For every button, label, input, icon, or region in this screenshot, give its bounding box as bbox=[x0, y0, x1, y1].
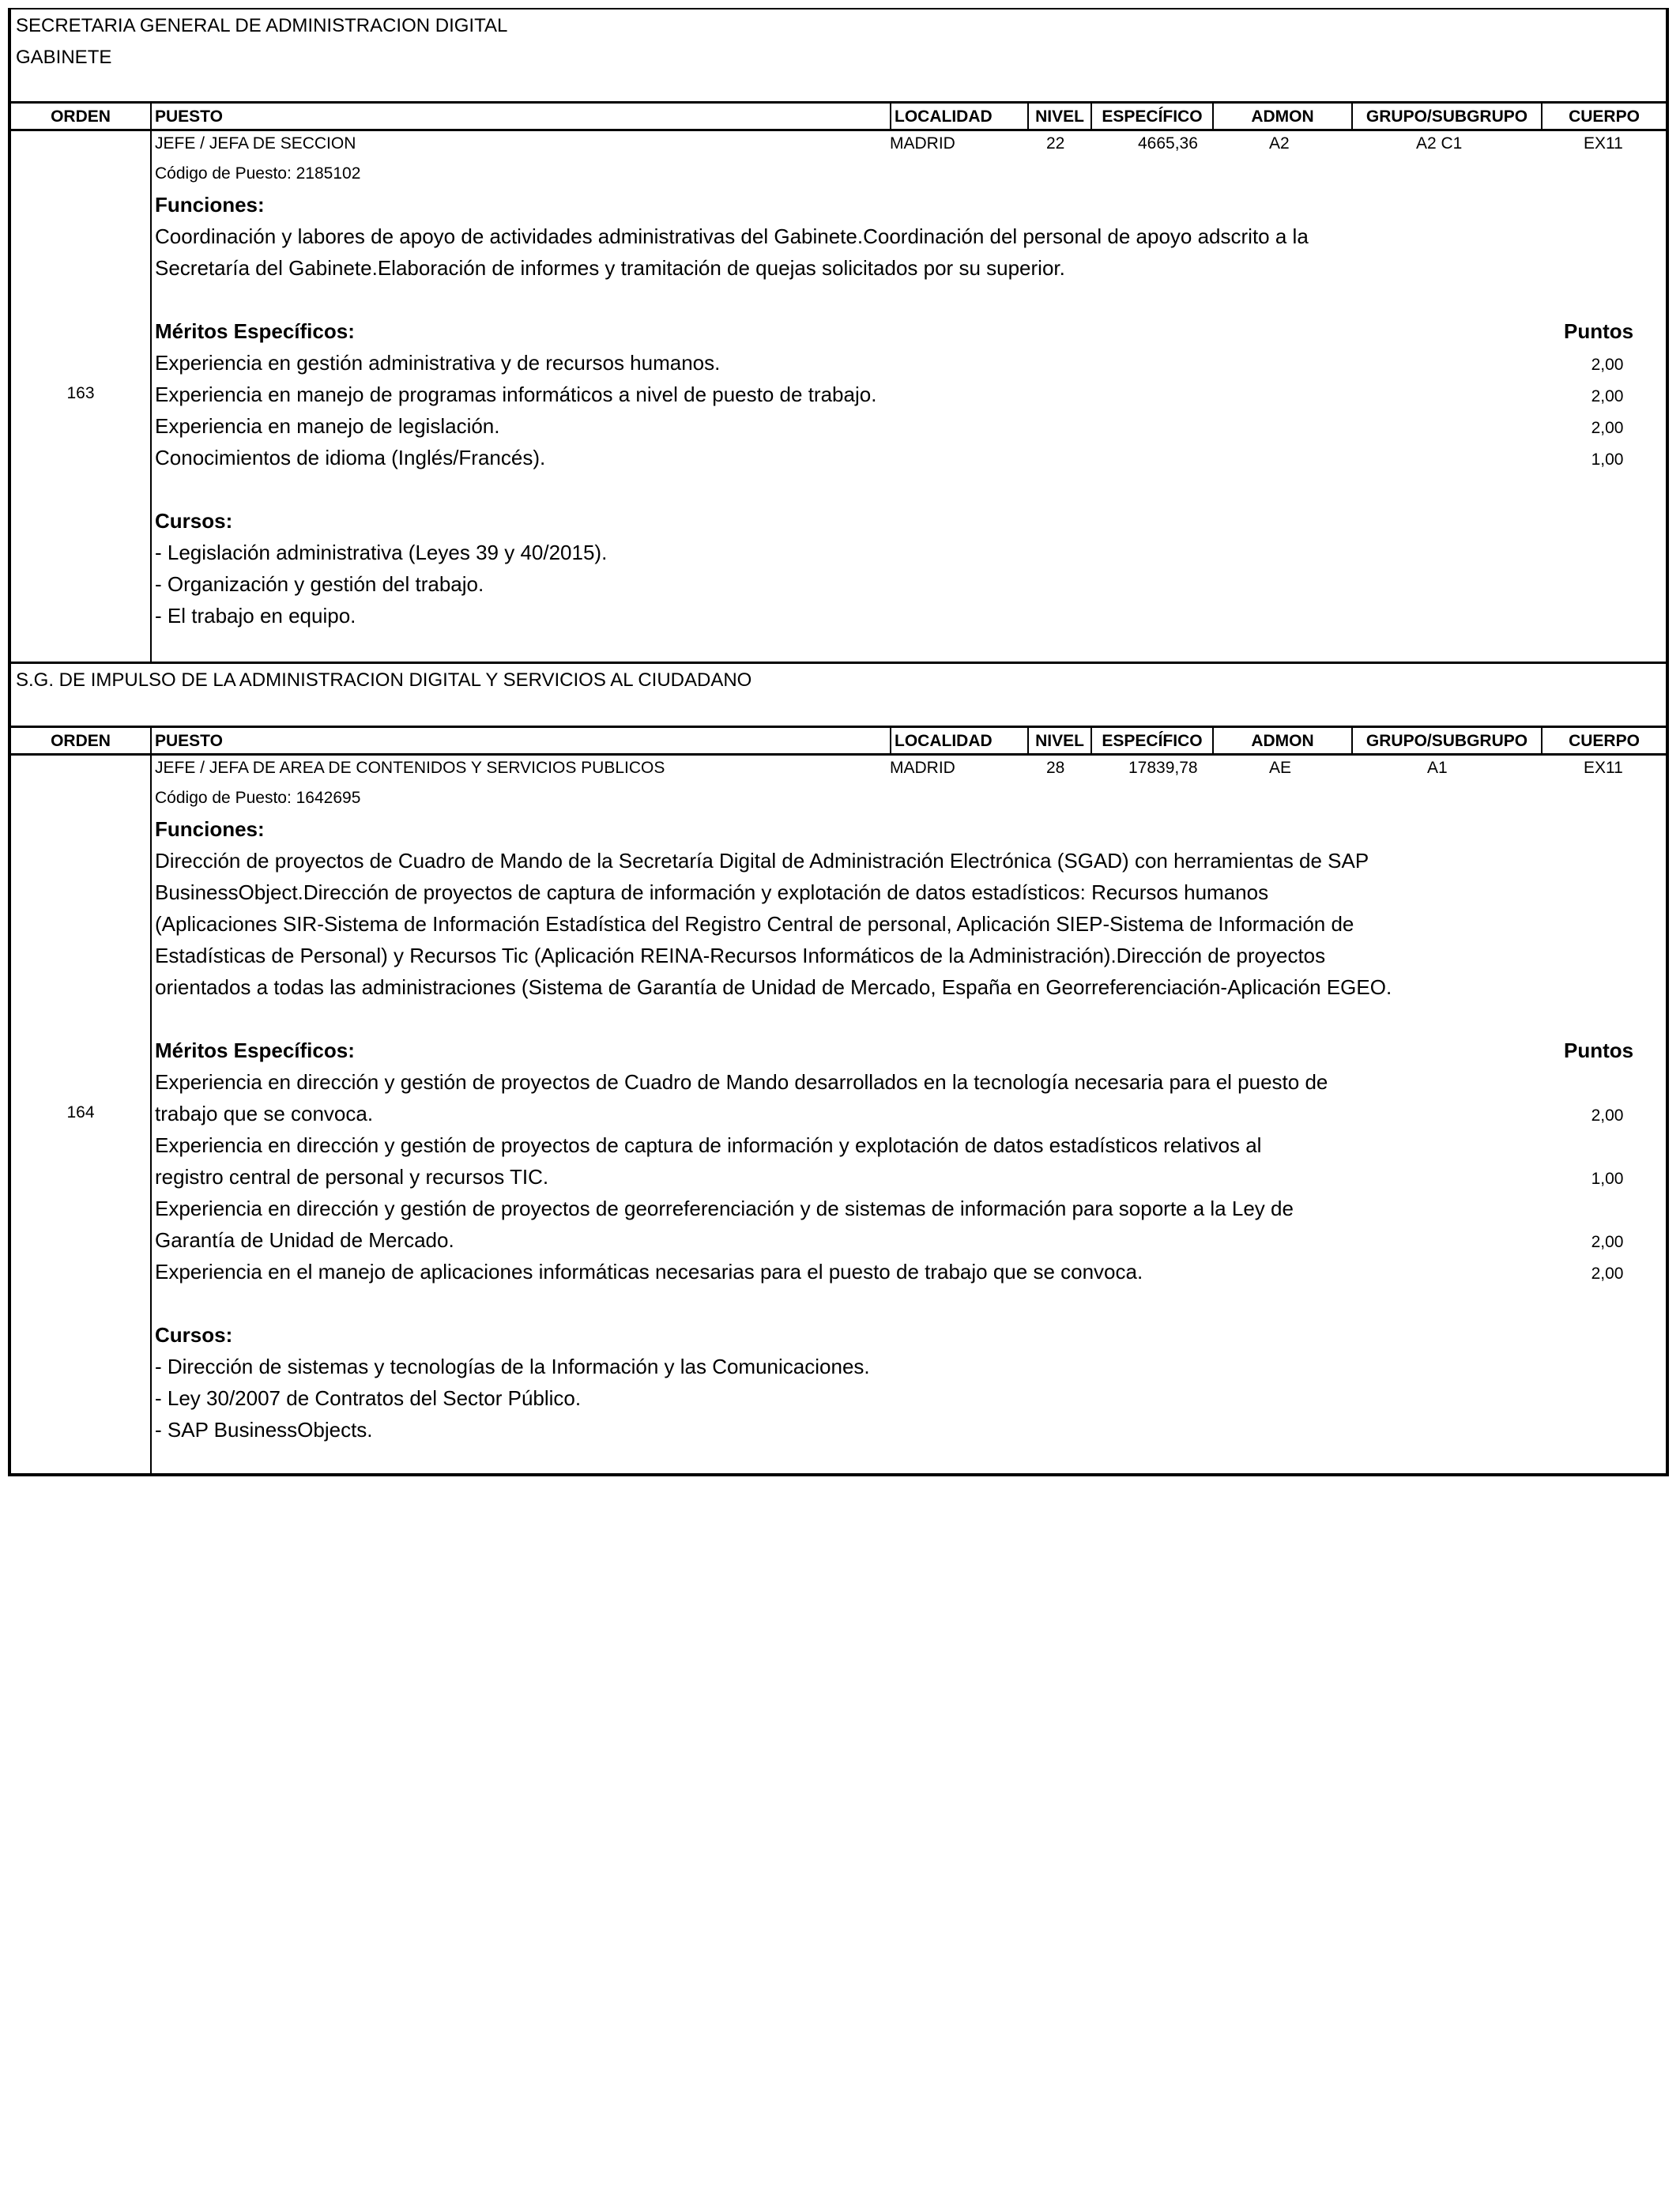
curso-line: - SAP BusinessObjects. bbox=[155, 1418, 373, 1442]
col-grupo: GRUPO/SUBGRUPO bbox=[1351, 728, 1541, 753]
col-orden: ORDEN bbox=[51, 107, 111, 126]
admon-value: AE bbox=[1269, 759, 1292, 777]
column-header-row bbox=[11, 101, 1666, 131]
section-title-line: S.G. DE IMPULSO DE LA ADMINISTRACION DIGITAL Y SERVICIOS AL CIUDADANO bbox=[16, 669, 752, 691]
col-puesto: PUESTO bbox=[150, 728, 890, 753]
nivel-value: 22 bbox=[1046, 134, 1065, 153]
grupo-value: A1 bbox=[1427, 759, 1448, 777]
merito-line: Experiencia en manejo de legislación. bbox=[155, 414, 500, 438]
merito-line: Experiencia en manejo de programas informáticos a nivel de puesto de trabajo. bbox=[155, 383, 877, 406]
col-grupo: GRUPO/SUBGRUPO bbox=[1351, 104, 1541, 129]
merito-line: trabajo que se convoca. bbox=[155, 1102, 374, 1125]
post-body bbox=[11, 756, 1666, 1473]
puntos-heading: Puntos bbox=[1564, 1039, 1634, 1062]
nivel-value: 28 bbox=[1046, 759, 1065, 777]
col-cuerpo: CUERPO bbox=[1541, 104, 1666, 129]
funciones-heading: Funciones: bbox=[155, 193, 265, 217]
localidad-value: MADRID bbox=[890, 759, 955, 777]
especifico-value: 17839,78 bbox=[1128, 759, 1198, 777]
col-localidad: LOCALIDAD bbox=[890, 728, 1027, 753]
orden-column bbox=[11, 131, 152, 662]
merito-line: Experiencia en dirección y gestión de proyectos de captura de información y explotación de datos estadísticos relativos al bbox=[155, 1133, 1262, 1157]
cuerpo-value: EX11 bbox=[1584, 134, 1623, 153]
orden-number: 163 bbox=[66, 384, 95, 402]
cursos-heading: Cursos: bbox=[155, 509, 233, 533]
col-cuerpo: CUERPO bbox=[1541, 728, 1666, 753]
section-impulso bbox=[8, 662, 1669, 1476]
funciones-heading: Funciones: bbox=[155, 817, 265, 841]
curso-line: - Organización y gestión del trabajo. bbox=[155, 572, 484, 596]
funciones-line: orientados a todas las administraciones (Sistema de Garantía de Unidad de Mercado, España en Georreferenciación-Aplicación EGEO. bbox=[155, 975, 1392, 999]
merito-line: Experiencia en gestión administrativa y de recursos humanos. bbox=[155, 351, 721, 375]
post-body bbox=[11, 131, 1666, 662]
merito-puntos: 2,00 bbox=[1591, 356, 1624, 374]
codigo-puesto: Código de Puesto: 2185102 bbox=[155, 164, 361, 183]
col-localidad: LOCALIDAD bbox=[890, 104, 1027, 129]
funciones-line: BusinessObject.Dirección de proyectos de captura de información y explotación de datos estadísticos: Recursos humanos bbox=[155, 880, 1269, 904]
merito-puntos: 1,00 bbox=[1591, 450, 1624, 469]
col-especifico: ESPECÍFICO bbox=[1090, 728, 1212, 753]
merito-line: Experiencia en el manejo de aplicaciones informáticas necesarias para el puesto de trabajo que se convoca. bbox=[155, 1260, 1143, 1284]
column-header-row bbox=[11, 726, 1666, 756]
orden-number: 164 bbox=[66, 1103, 95, 1122]
orden-column bbox=[11, 756, 152, 1473]
curso-line: - Legislación administrativa (Leyes 39 y 40/2015). bbox=[155, 541, 608, 564]
merito-line: Garantía de Unidad de Mercado. bbox=[155, 1228, 454, 1252]
cursos-heading: Cursos: bbox=[155, 1323, 233, 1347]
merito-puntos: 2,00 bbox=[1591, 387, 1624, 405]
funciones-line: Dirección de proyectos de Cuadro de Mando de la Secretaría Digital de Administración Electrónica (SGAD) con herramientas de SAP bbox=[155, 849, 1369, 873]
merito-puntos: 1,00 bbox=[1591, 1170, 1624, 1188]
col-orden: ORDEN bbox=[51, 732, 111, 750]
merito-puntos: 2,00 bbox=[1591, 419, 1624, 437]
funciones-line: (Aplicaciones SIR-Sistema de Información Estadística del Registro Central de personal, Aplicación SIEP-Sistema de Información de bbox=[155, 912, 1354, 936]
curso-line: - Dirección de sistemas y tecnologías de la Información y las Comunicaciones. bbox=[155, 1355, 870, 1378]
section-header bbox=[11, 662, 1666, 727]
curso-line: - Ley 30/2007 de Contratos del Sector Público. bbox=[155, 1386, 582, 1410]
funciones-line: Coordinación y labores de apoyo de actividades administrativas del Gabinete.Coordinación del personal de apoyo adscrito a la bbox=[155, 224, 1309, 248]
col-puesto: PUESTO bbox=[150, 104, 890, 129]
especifico-value: 4665,36 bbox=[1138, 134, 1198, 153]
admon-value: A2 bbox=[1269, 134, 1290, 153]
meritos-heading: Méritos Específicos: bbox=[155, 1039, 355, 1062]
section-title-line: SECRETARIA GENERAL DE ADMINISTRACION DIGITAL bbox=[16, 15, 508, 36]
col-admon: ADMON bbox=[1212, 728, 1351, 753]
curso-line: - El trabajo en equipo. bbox=[155, 604, 356, 628]
merito-puntos: 2,00 bbox=[1591, 1106, 1624, 1125]
puesto-name: JEFE / JEFA DE AREA DE CONTENIDOS Y SERVICIOS PUBLICOS bbox=[155, 759, 665, 777]
grupo-value: A2 C1 bbox=[1416, 134, 1463, 153]
col-especifico: ESPECÍFICO bbox=[1090, 104, 1212, 129]
merito-line: registro central de personal y recursos TIC. bbox=[155, 1165, 549, 1189]
merito-puntos: 2,00 bbox=[1591, 1265, 1624, 1283]
funciones-line: Estadísticas de Personal) y Recursos Tic (Aplicación REINA-Recursos Informáticos de la Administración).Dirección de proyectos bbox=[155, 944, 1326, 967]
merito-puntos: 2,00 bbox=[1591, 1233, 1624, 1251]
section-gabinete bbox=[8, 8, 1669, 664]
col-nivel: NIVEL bbox=[1027, 104, 1090, 129]
puntos-heading: Puntos bbox=[1564, 319, 1634, 343]
localidad-value: MADRID bbox=[890, 134, 955, 153]
cuerpo-value: EX11 bbox=[1584, 759, 1623, 777]
codigo-puesto: Código de Puesto: 1642695 bbox=[155, 789, 361, 807]
col-admon: ADMON bbox=[1212, 104, 1351, 129]
merito-line: Experiencia en dirección y gestión de proyectos de georreferenciación y de sistemas de información para soporte a la Ley de bbox=[155, 1197, 1294, 1220]
section-title-line: GABINETE bbox=[16, 47, 112, 68]
col-nivel: NIVEL bbox=[1027, 728, 1090, 753]
merito-line: Conocimientos de idioma (Inglés/Francés). bbox=[155, 446, 546, 469]
funciones-line: Secretaría del Gabinete.Elaboración de informes y tramitación de quejas solicitados por su superior. bbox=[155, 256, 1065, 280]
merito-line: Experiencia en dirección y gestión de proyectos de Cuadro de Mando desarrollados en la tecnología necesaria para el puesto de bbox=[155, 1070, 1328, 1094]
section-header bbox=[11, 8, 1666, 104]
puesto-name: JEFE / JEFA DE SECCION bbox=[155, 134, 356, 153]
meritos-heading: Méritos Específicos: bbox=[155, 319, 355, 343]
